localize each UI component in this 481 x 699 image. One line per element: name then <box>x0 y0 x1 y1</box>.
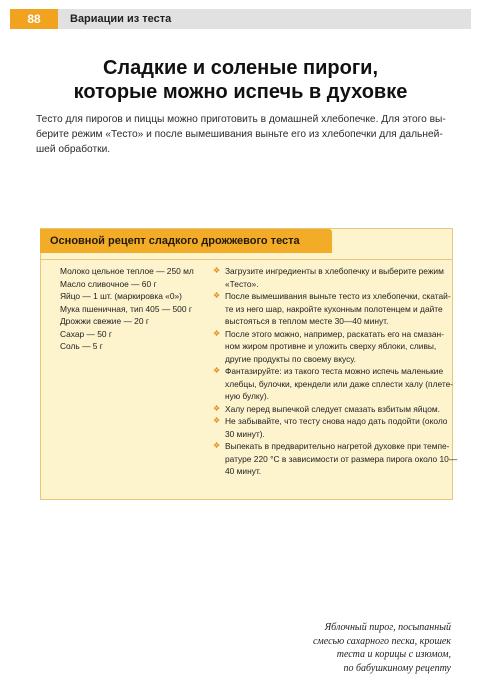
ingredient-item: Соль — 5 г <box>60 341 103 351</box>
step-line: Фантазируйте: из такого теста можно испечь маленькие <box>225 366 444 376</box>
diamond-bullet-icon: ❖ <box>213 328 221 338</box>
ingredient-item: Дрожжи свежие — 20 г <box>60 316 149 326</box>
step-line: ную булку). <box>225 391 269 401</box>
diamond-bullet-icon: ❖ <box>213 266 221 275</box>
step-line: те из него шар, накройте кухонным полотенцем и дайте <box>225 303 443 314</box>
step-line: другие продукты по своему вкусу. <box>225 353 356 364</box>
step-item <box>213 365 454 403</box>
caption-line: Яблочный пирог, посыпанный <box>324 622 451 633</box>
ingredient-item: Молоко цельное теплое — 250 мл <box>60 266 194 276</box>
ingredient-item: Масло сливочное — 60 г <box>60 278 157 289</box>
step-line: Халу перед выпечкой следует смазать взбитым яйцом. <box>225 403 440 414</box>
ingredients-list <box>60 265 210 353</box>
step-line: хлебцы, булочки, крендели или даже сплести халу (плете- <box>225 378 454 389</box>
caption-line: смесью сахарного песка, крошек <box>312 635 451 647</box>
step-item <box>213 290 451 328</box>
caption-line: теста и корицы с изюмом, <box>336 649 451 660</box>
intro-paragraph <box>36 112 456 157</box>
diamond-bullet-icon: ❖ <box>213 403 221 413</box>
step-line: Не забывайте, что тесту снова надо дать подойти (около <box>225 416 448 426</box>
step-item <box>213 440 458 478</box>
intro-line: шей обработки. <box>36 144 111 155</box>
ingredient-item: Мука пшеничная, тип 405 — 500 г <box>60 303 192 314</box>
page-title-line: Сладкие и соленые пироги, <box>102 57 379 79</box>
step-line: Загрузите ингредиенты в хлебопечку и выберите режим <box>225 266 444 276</box>
step-item <box>213 265 448 290</box>
page-title-line: которые можно испечь в духовке <box>73 81 408 103</box>
step-line: 30 минут). <box>225 428 265 439</box>
photo-caption <box>231 621 451 675</box>
step-line: После вымешивания выньте тесто из хлебопечки, скатай- <box>225 291 451 301</box>
steps-list <box>213 265 458 478</box>
step-item <box>213 403 448 416</box>
step-line: После этого можно, например, раскатать его на смазан- <box>225 328 444 339</box>
step-line: выстояться в теплом месте 30—40 минут. <box>225 316 389 326</box>
recipe-divider <box>40 259 453 260</box>
step-line: 40 минут. <box>225 466 262 476</box>
ingredient-item: Яйцо — 1 шт. (маркировка «0») <box>60 291 182 301</box>
step-line: ратуре 220 °С в зависимости от размера пирога около 10— <box>225 453 458 464</box>
section-title: Вариации из теста <box>70 13 172 25</box>
ingredient-item: Сахар — 50 г <box>60 328 112 339</box>
diamond-bullet-icon: ❖ <box>213 366 221 375</box>
page-title <box>0 56 481 104</box>
step-item <box>213 415 448 440</box>
recipe-title: Основной рецепт сладкого дрожжевого теста <box>40 229 332 253</box>
diamond-bullet-icon: ❖ <box>213 441 221 450</box>
step-line: «Тесто». <box>225 278 259 289</box>
step-line: ном жиром противне и уложить сверху яблоки, сливы, <box>225 341 437 351</box>
intro-line: Тесто для пирогов и пиццы можно приготовить в домашней хлебопечке. Для этого вы- <box>36 114 446 125</box>
step-line: Выпекать в предварительно нагретой духовке при темпе- <box>225 441 450 451</box>
caption-line: по бабушкиному рецепту <box>343 662 451 674</box>
intro-line: берите режим «Тесто» и после вымешивания выньте его из хлебопечки для дальней- <box>36 129 443 140</box>
diamond-bullet-icon: ❖ <box>213 291 221 300</box>
page-number: 88 <box>10 9 58 29</box>
step-item <box>213 328 448 366</box>
diamond-bullet-icon: ❖ <box>213 416 221 425</box>
